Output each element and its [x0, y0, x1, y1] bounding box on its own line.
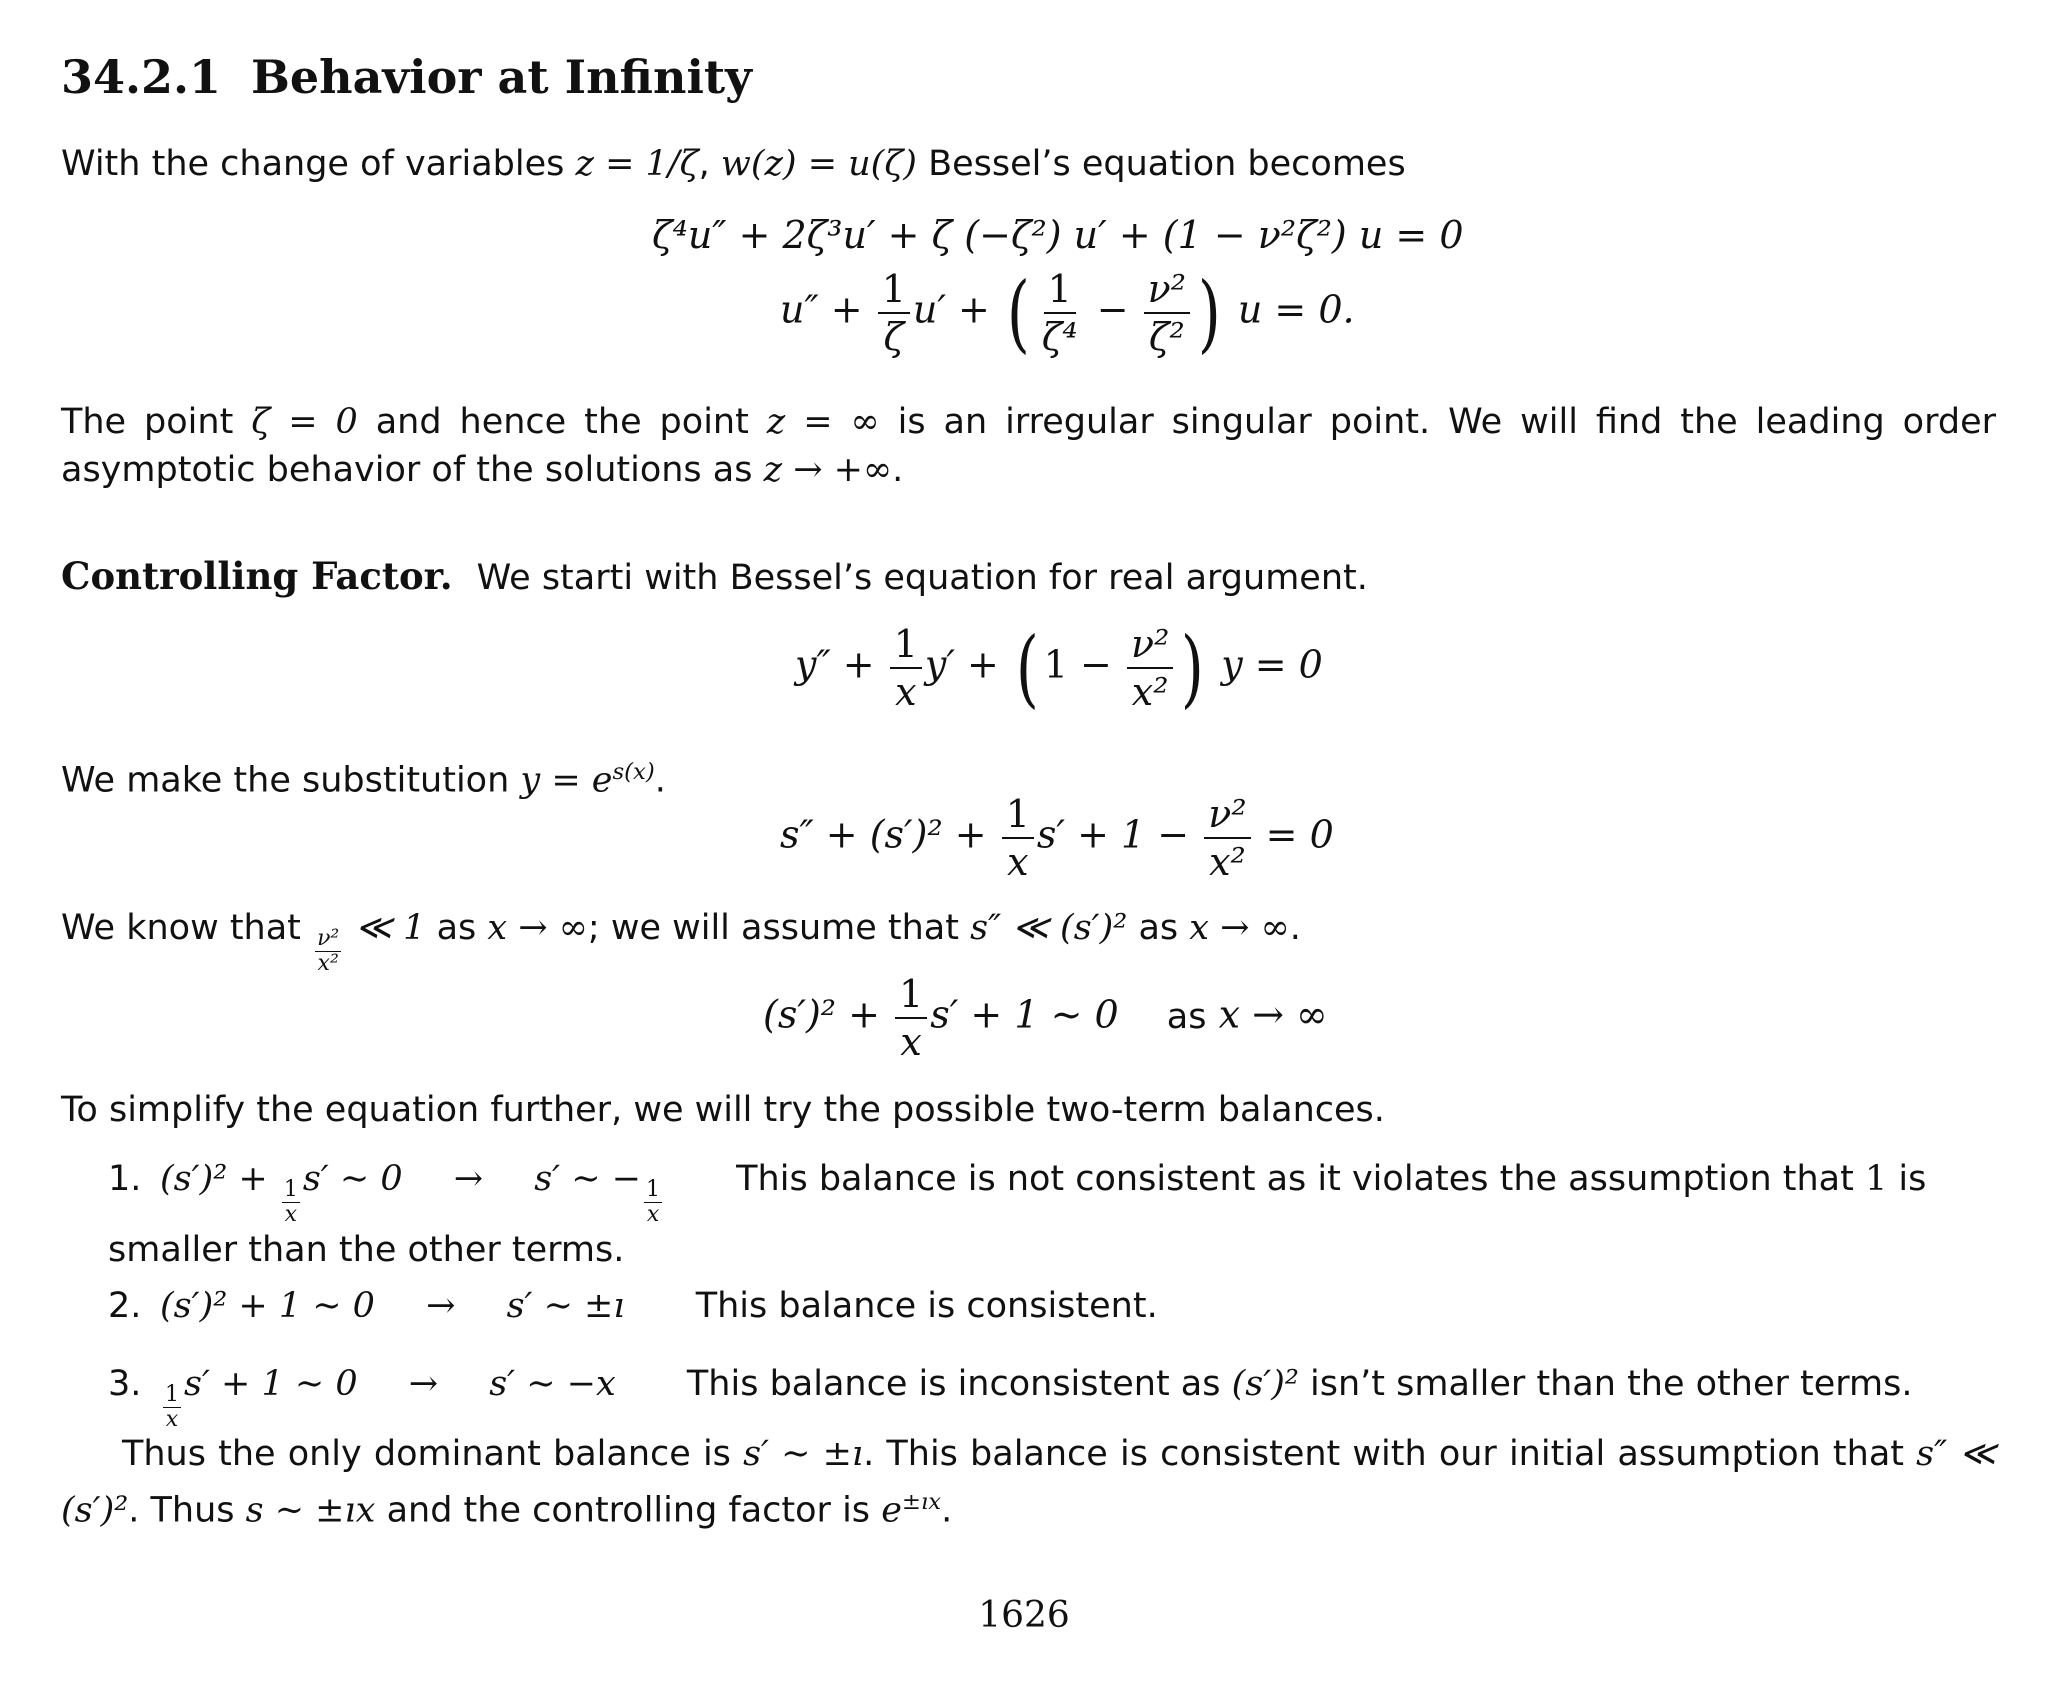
conclusion-paragraph: Thus the only dominant balance is s′ ∼ ±ı. This balance is consistent with our initial assumption that s″ ≪ (s′)². Thus s ∼ ±ıx and the controlling factor is $e^{\pm ıx}$.: [61, 1434, 1996, 1531]
equation-2: u″ + $\frac{1}{\zeta}$ u′ + ( $\frac{1}{\text{ζ⁴}}$ − $\frac{\text{ν²}}{\text{ζ²}}$ ) u = 0.: [780, 264, 1355, 362]
section-number: 34.2.1: [61, 50, 222, 104]
controlling-factor-paragraph: Controlling Factor. We starti with Bessel’s equation for real argument.: [61, 554, 1368, 598]
fraction: $\frac{1}{x}$: [895, 975, 927, 1061]
page-number: 1626: [978, 1595, 1070, 1636]
section-heading: [61, 50, 752, 104]
intro-paragraph: With the change of variables z = 1/ζ, w(z) = u(ζ) Bessel’s equation becomes: [61, 144, 1406, 184]
fraction: $\frac{1}{x}$: [1002, 795, 1034, 881]
equation-1: ζ⁴u″ + 2ζ³u′ + ζ (−ζ²) u′ + (1 − ν²ζ²) u = 0: [652, 213, 1464, 257]
equation-4: s″ + (s′)² + $\frac{1}{x}$ s′ + 1 − $\frac{\text{ν²}}{\text{x²}}$ = 0: [780, 792, 1334, 884]
section-title: Behavior at Infinity: [251, 50, 752, 104]
fraction: $\frac{1}{x}$: [890, 625, 922, 711]
fraction: $\frac{1}{x}$: [165, 1382, 179, 1432]
equation-5: (s′)² + $\frac{1}{x}$ s′ + 1 ∼ 0 as x → ∞: [763, 972, 1328, 1064]
right-paren: ): [1197, 264, 1221, 362]
left-paren: (: [1015, 619, 1039, 717]
left-paren: (: [1006, 264, 1030, 362]
fraction: $\frac{\text{ν²}}{\text{x²}}$: [1127, 625, 1173, 711]
paragraph-irregular-point: The point ζ = 0 and hence the point z = ∞ is an irregular singular point. We will find the leading order asymptotic behavior of the solutions as z → +∞.: [61, 402, 1996, 490]
list-item: 1. (s′)² + $\frac{1}{x}$ s′ ∼ 0 → s′ ∼ − $\frac{1}{x}$ This balance is not consistent as it violates the assumption that 1 is smaller than the other terms.: [108, 1159, 1927, 1270]
fraction: $\frac{1}{\text{ζ⁴}}$: [1041, 267, 1078, 359]
fraction: $\frac{1}{x}$: [283, 1177, 298, 1227]
fraction: $\frac{\text{ν²}}{\text{x²}}$: [1204, 795, 1250, 881]
list-item: 3. $\frac{1}{x}$ s′ + 1 ∼ 0 → s′ ∼ −x This balance is inconsistent as (s′)² isn’t smaller than the other terms.: [108, 1364, 1913, 1432]
list-item: 2. (s′)² + 1 ∼ 0 → s′ ∼ ±ı This balance is consistent.: [108, 1286, 1158, 1326]
right-paren: ): [1181, 619, 1205, 717]
assumption-paragraph: We know that $\frac{\text{ν²}}{\text{x²}}$ ≪ 1 as x → ∞; we will assume that s″ ≪ (s′)² as x → ∞.: [61, 908, 1301, 976]
substitution-paragraph: We make the substitution $y = e^{s(x)}$.: [61, 759, 666, 801]
simplify-paragraph: To simplify the equation further, we will try the possible two-term balances.: [61, 1090, 1385, 1130]
fraction: $\frac{1}{\zeta}$: [878, 270, 910, 356]
fraction: $\frac{\text{ν²}}{\text{ζ²}}$: [1144, 270, 1190, 356]
controlling-factor-heading: Controlling Factor.: [61, 554, 453, 598]
fraction: $\frac{\text{ν²}}{\text{x²}}$: [317, 926, 340, 976]
fraction: $\frac{1}{x}$: [646, 1177, 661, 1227]
equation-3: y″ + $\frac{1}{x}$ y′ + ( 1 − $\frac{\text{ν²}}{\text{x²}}$ ) y = 0: [795, 619, 1323, 717]
